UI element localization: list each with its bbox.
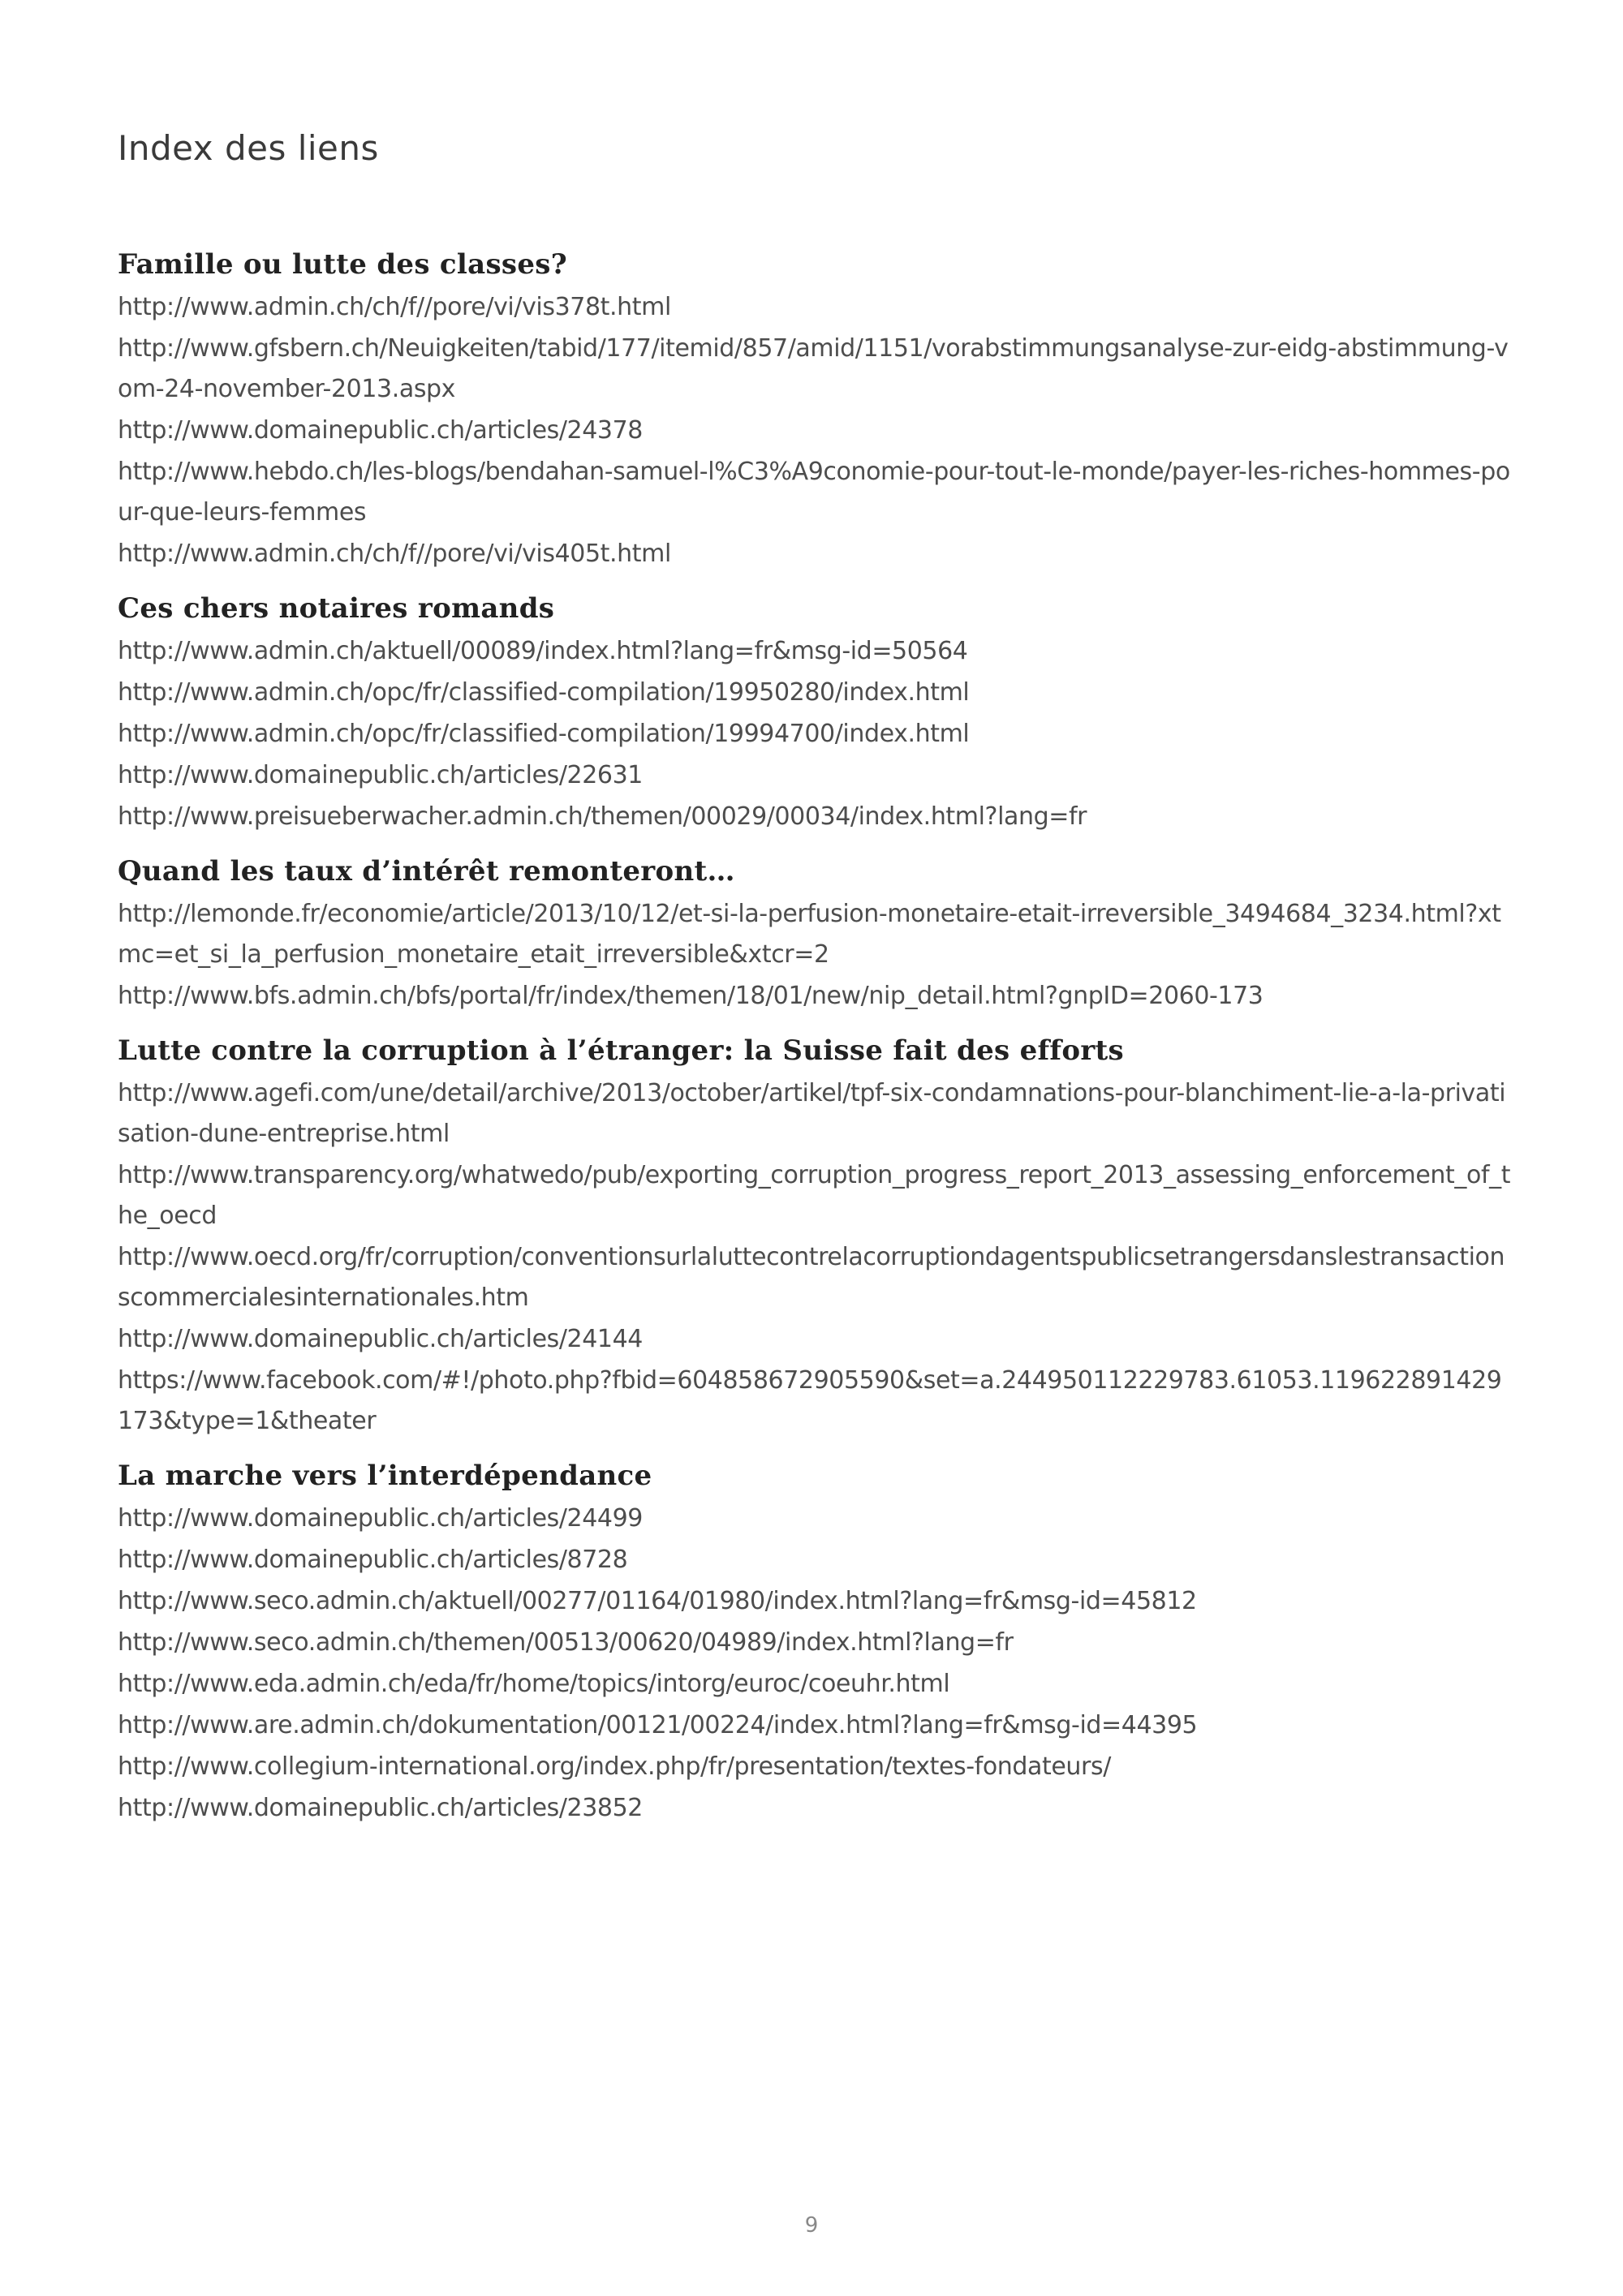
link[interactable]: http://www.seco.admin.ch/themen/00513/00620/04989/index.html?lang=fr [118, 1628, 1014, 1657]
section-title: Quand les taux d’intérêt remonteront… [118, 855, 735, 888]
link[interactable]: http://www.domainepublic.ch/articles/24144 [118, 1325, 643, 1353]
page-title: Index des liens [118, 128, 379, 168]
link[interactable]: http://www.admin.ch/ch/f//pore/vi/vis405t.html [118, 540, 671, 568]
link[interactable]: http://www.agefi.com/une/detail/archive/2013/october/artikel/tpf-six-condamnations-pour-blanchiment-lie-a-la-privatisation-dune-entreprise.html [118, 1079, 1506, 1148]
link[interactable]: http://www.admin.ch/opc/fr/classified-compilation/19950280/index.html [118, 678, 970, 707]
link[interactable]: http://www.admin.ch/opc/fr/classified-compilation/19994700/index.html [118, 720, 970, 748]
link[interactable]: http://www.admin.ch/ch/f//pore/vi/vis378t.html [118, 293, 671, 321]
link[interactable]: http://www.hebdo.ch/les-blogs/bendahan-samuel-l%C3%A9conomie-pour-tout-le-monde/payer-les-riches-hommes-pour-que-leurs-femmes [118, 458, 1510, 527]
section-taux [118, 849, 1513, 1017]
link[interactable]: http://www.collegium-international.org/index.php/fr/presentation/textes-fondateurs/ [118, 1752, 1111, 1781]
link[interactable]: http://www.domainepublic.ch/articles/24378 [118, 416, 643, 445]
section-title: La marche vers l’interdépendance [118, 1460, 652, 1492]
link[interactable]: http://www.domainepublic.ch/articles/24499 [118, 1504, 643, 1533]
link[interactable]: http://www.preisueberwacher.admin.ch/themen/00029/00034/index.html?lang=fr [118, 802, 1087, 831]
link[interactable]: http://www.oecd.org/fr/corruption/conventionsurlaluttecontrelacorruptiondagentspublicsetrangersdanslestransactionscommercialesinternationales.htm [118, 1243, 1505, 1312]
section-title: Lutte contre la corruption à l’étranger: la Suisse fait des efforts [118, 1034, 1124, 1067]
section-title: Ces chers notaires romands [118, 592, 555, 625]
section-title: Famille ou lutte des classes? [118, 248, 567, 281]
link[interactable]: http://www.transparency.org/whatwedo/pub/exporting_corruption_progress_report_2013_assessing_enforcement_of_the_oecd [118, 1161, 1511, 1230]
link[interactable]: http://www.are.admin.ch/dokumentation/00121/00224/index.html?lang=fr&msg-id=44395 [118, 1711, 1198, 1739]
link[interactable]: http://www.seco.admin.ch/aktuell/00277/01164/01980/index.html?lang=fr&msg-id=45812 [118, 1587, 1197, 1615]
link[interactable]: https://www.facebook.com/#!/photo.php?fbid=604858672905590&set=a.244950112229783.61053.119622891429173&type=1&theater [118, 1366, 1502, 1435]
section-famille [118, 242, 1513, 574]
section-corruption [118, 1028, 1513, 1442]
link[interactable]: http://www.gfsbern.ch/Neuigkeiten/tabid/177/itemid/857/amid/1151/vorabstimmungsanalyse-zur-eidg-abstimmung-vom-24-november-2013.aspx [118, 334, 1509, 403]
link[interactable]: http://www.domainepublic.ch/articles/22631 [118, 761, 643, 789]
link[interactable]: http://www.eda.admin.ch/eda/fr/home/topics/intorg/euroc/coeuhr.html [118, 1670, 950, 1698]
link[interactable]: http://lemonde.fr/economie/article/2013/10/12/et-si-la-perfusion-monetaire-etait-irreversible_3494684_3234.html?xtmc=et_si_la_perfusion_monetaire_etait_irreversible&xtcr=2 [118, 900, 1501, 969]
link-index [118, 242, 1513, 1840]
page-number: 9 [804, 2213, 819, 2238]
link[interactable]: http://www.bfs.admin.ch/bfs/portal/fr/index/themen/18/01/new/nip_detail.html?gnpID=2060-173 [118, 982, 1264, 1010]
section-notaires [118, 586, 1513, 837]
link[interactable]: http://www.domainepublic.ch/articles/23852 [118, 1794, 643, 1822]
link[interactable]: http://www.domainepublic.ch/articles/8728 [118, 1546, 628, 1574]
section-interdependance [118, 1453, 1513, 1829]
link[interactable]: http://www.admin.ch/aktuell/00089/index.html?lang=fr&msg-id=50564 [118, 637, 968, 665]
